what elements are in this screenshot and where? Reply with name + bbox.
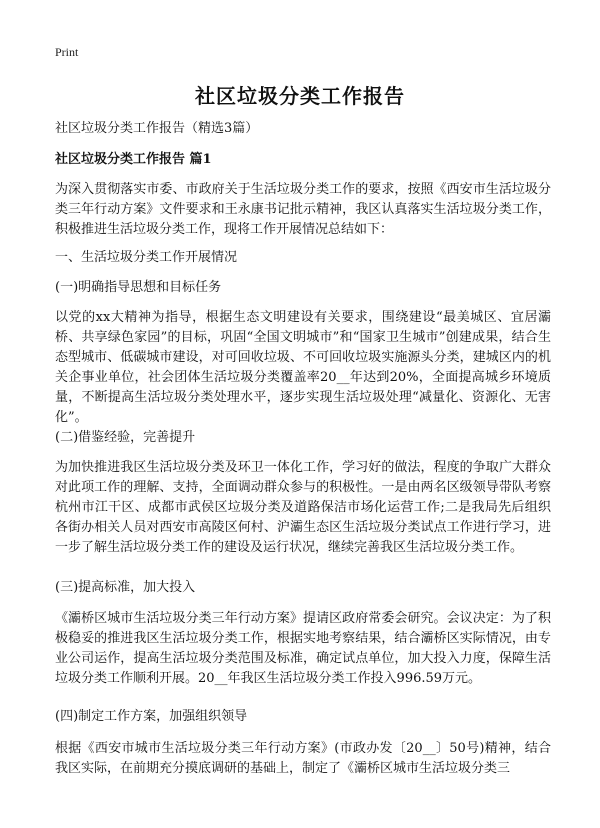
subsection-heading-4: (四)制定工作方案，加强组织领导 <box>55 709 248 724</box>
main-heading: 一、生活垃圾分类工作开展情况 <box>55 250 238 265</box>
subsection-body-3: 《灞桥区城市生活垃圾分类三年行动方案》提请区政府常委会研究。会议决定：为了积极稳妥的推进我区生活垃圾分类工作，根据实地考察结果，结合灞桥区实际情况，由专业公司运作，提高生活垃圾分类范围及标准，确定试点单位，加大投入力度，保障生活垃圾分类工作顺利开展。20__年我区生活垃圾分类工作投入996.59万元。 <box>55 611 551 686</box>
subsection-body-2: 为加快推进我区生活垃圾分类及环卫一体化工作，学习好的做法，程度的争取广大群众对此项工作的理解、支持，全面调动群众参与的积极性。一是由两名区级领导带队考察杭州市江干区、成都市武侯区垃圾分类及道路保洁市场化运营工作;二是我局先后组织各街办相关人员对西安市高陵区何村、沪灞生态区生活垃圾分类试点工作进行学习，进一步了解生活垃圾分类工作的建设及运行状况，继续完善我区生活垃圾分类工作。 <box>55 460 551 555</box>
subsection-body-4: 根据《西安市城市生活垃圾分类三年行动方案》(市政办发〔20__〕50号)精神，结合我区实际，在前期充分摸底调研的基础上，制定了《灞桥区城市生活垃圾分类三 <box>55 741 551 776</box>
subsection-body-1: 以党的xx大精神为指导，根据生态文明建设有关要求，围绕建设“最美城区、宜居灞桥、共享绿色家园”的目标，巩固“全国文明城市”和“国家卫生城市”创建成果，结合生态型城市、低碳城市建设，对可回收垃圾、不可回收垃圾实施源头分类，建城区内的机关企事业单位，社会团体生活垃圾分类覆盖率20__年达到20%，全面提高城乡环境质量，不断提高生活垃圾分类处理水平，逐步实现生活垃圾处理“减量化、资源化、无害化”。 <box>55 310 551 425</box>
subsection-heading-2: (二)借鉴经验，完善提升 <box>55 430 196 445</box>
section-title: 社区垃圾分类工作报告 篇1 <box>55 152 212 167</box>
subsection-heading-1: (一)明确指导思想和目标任务 <box>55 280 222 295</box>
print-link[interactable]: Print <box>55 45 79 59</box>
intro-paragraph: 为深入贯彻落实市委、市政府关于生活垃圾分类工作的要求，按照《西安市生活垃圾分类三年行动方案》文件要求和王永康书记批示精神，我区认真落实生活垃圾分类工作，积极推进生活垃圾分类工作，现将工作开展情况总结如下： <box>55 182 551 237</box>
document-subtitle: 社区垃圾分类工作报告（精选3篇） <box>55 121 259 136</box>
subsection-heading-3: (三)提高标准，加大投入 <box>55 580 196 595</box>
document-title: 社区垃圾分类工作报告 <box>195 84 405 108</box>
